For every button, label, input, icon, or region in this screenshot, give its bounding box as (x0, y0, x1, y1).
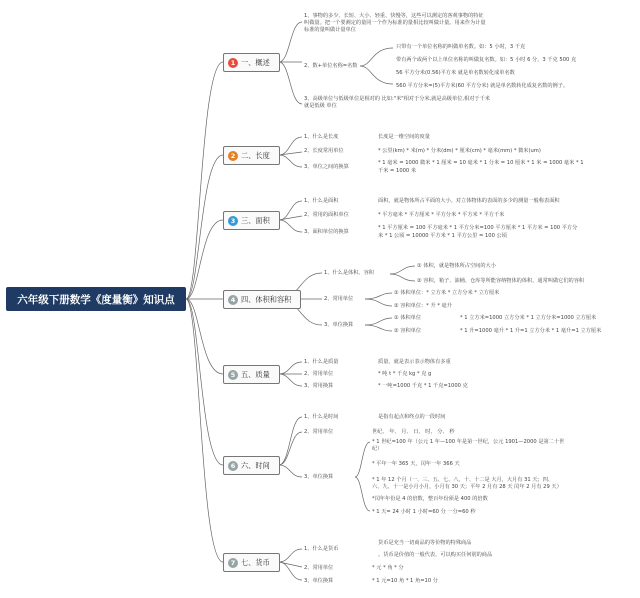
mass-q2: 2、常用单位 (304, 371, 334, 377)
currency-q1: 1、什么是货币 (304, 546, 339, 552)
overview-example-2: 560 平方分米=(5)平方米(60 平方分米) 就是单名数转化成复名数的例子。 (396, 83, 569, 89)
area-a1: 面积，就是物体所占平面的大小。对立体物体的表面的多少的测量一般称表面积 (378, 198, 560, 204)
area-q1: 1、什么是面积 (304, 198, 339, 204)
volume-a3-1-detail: * 1 立方米=1000 立方分米 * 1 立方分米=1000 立方厘米 (460, 315, 597, 321)
overview-text-5: 就是低级 单位 (304, 103, 337, 109)
mass-a1: 质量，就是表示表示物体有多重 (378, 359, 451, 365)
time-a2: 世纪、 年、 月、 日、 时、 分、 秒 (372, 429, 455, 435)
length-q1: 1、什么是长度 (304, 134, 339, 140)
currency-a3: * 1 元=10 角 * 1 角=10 分 (372, 578, 438, 584)
area-a2: * 平方毫米 * 平方厘米 * 平方分米 * 平方米 * 平方千米 (378, 212, 505, 218)
currency-q3: 3、单位换算 (304, 578, 334, 584)
section-label: 二、长度 (241, 150, 270, 160)
overview-text-1: 1、事物的多少、长短、大小、轻重、快慢等，这些可以测定的客观事物的特征 (304, 13, 484, 19)
volume-q2: 2、常用单位 (324, 296, 354, 302)
section-node-overview[interactable] (223, 53, 280, 72)
volume-a1-1: ① 体积，就是物体所占空间的大小 (417, 263, 496, 269)
overview-example-1: 56 平方分米(0.56)平方米 就是单名数转化成单名数 (396, 70, 515, 76)
section-node-mass[interactable] (223, 365, 280, 384)
volume-a3-2: ② 容积单位 (394, 328, 422, 334)
time-q1: 1、什么是时间 (304, 414, 339, 420)
currency-q2: 2、常用单位 (304, 565, 334, 571)
length-q2: 2、长度常用单位 (304, 148, 344, 154)
overview-single-name: 只带有一个单位名称的叫做单名数。如：5 小时，3 千克 (396, 44, 526, 50)
overview-text-2: 叫做量。把一个要测定的量同一个作为标准的量相比较叫做计量。用来作为计量 (304, 20, 486, 26)
area-a3-line1: * 1 平方厘米 = 100 平方毫米 * 1 平方分米=100 平方厘米 * 1 平方米 = 100 平方分 (378, 225, 578, 231)
volume-a3-1: ① 体积单位 (394, 315, 422, 321)
time-a3-year: * 平年一年 365 天，闰年一年 366 天 (372, 461, 460, 467)
mass-a3: * 一吨=1000 千克 * 1 千克=1000 克 (378, 383, 468, 389)
currency-a1-1: 货币是充当一切商品的等价物的特殊商品 (378, 540, 472, 546)
overview-named-number: 2、数+单位名称=名数 (304, 63, 358, 69)
volume-q3: 3、单位换算 (324, 322, 354, 328)
section-label: 一、概述 (241, 57, 270, 67)
volume-a1-2: ② 容积，箱子、油桶、仓库等所能容纳物体的体积，通常叫做它们的容积 (417, 278, 585, 284)
root-node[interactable] (6, 287, 186, 311)
time-a3-century: * 1 世纪=100 年（公元 1 年—100 年是第一世纪，公元 1901—2000 是第二十世 (372, 439, 565, 445)
time-a1: 是指有起点和终点的一段时间 (378, 414, 446, 420)
section-node-length[interactable] (223, 146, 280, 165)
section-node-time[interactable] (223, 456, 280, 475)
section-node-volume[interactable] (223, 290, 301, 309)
area-q2: 2、常用的面积单位 (304, 212, 349, 218)
currency-a2: * 元 * 角 * 分 (372, 565, 404, 571)
number-badge-icon: 6 (228, 461, 238, 471)
mass-a2: * 吨 t * 千克 kg * 克 g (378, 371, 432, 377)
length-a3-line2: 千米 = 1000 米 (378, 168, 417, 174)
time-a3-century-2: 纪） (372, 446, 383, 452)
section-node-area[interactable] (223, 211, 280, 230)
number-badge-icon: 3 (228, 216, 238, 226)
mass-q1: 1、什么是质量 (304, 359, 339, 365)
area-a3-line2: 米 * 1 公顷 = 10000 平方米 * 1 平方公里 = 100 公顷 (378, 233, 507, 239)
time-a3-leap: *闰年年份是 4 的倍数，整百年份须是 400 的倍数 (372, 496, 488, 502)
overview-compound-name: 带有两个或两个以上单位名称的叫做复名数。如：5 小时 6 分，3 千克 500 克 (396, 57, 577, 63)
section-label: 三、面积 (241, 215, 270, 225)
area-q3: 3、面积单位的换算 (304, 229, 349, 235)
section-label: 七、货币 (241, 557, 270, 567)
volume-a2-2: ② 容积单位：* 升 * 毫升 (394, 303, 452, 309)
time-q2: 2、常用单位 (304, 429, 334, 435)
number-badge-icon: 4 (228, 295, 238, 305)
time-a3-months-1: * 1 年 12 个月（一、三、五、七、八、十、十二是 大月，大月有 31 天；四、 (372, 477, 554, 483)
mass-q3: 3、常用换算 (304, 383, 334, 389)
section-label: 六、时间 (241, 460, 270, 470)
currency-a1-2: 。货币是价值的一般代表，可以购买任何别的商品 (378, 552, 493, 558)
time-a3-months-2: 六、九、十一是小月小月，小月有 30 天；平年 2 月有 28 天 闰年 2 月有 29 天） (372, 484, 562, 490)
overview-text-3: 标准的量叫做计量单位 (304, 27, 356, 33)
volume-a3-2-detail: * 1 升=1000 毫升 * 1 升=1 立方分米 * 1 毫升=1 立方厘米 (460, 328, 602, 334)
section-node-currency[interactable] (223, 553, 280, 572)
root-title: 六年级下册数学《度量衡》知识点 (17, 293, 175, 306)
overview-text-4: 3、高级单位与低级单位是相对的 比如:"米"相对于分米,就是高级单位,相对于千米 (304, 96, 490, 102)
time-a3-day: * 1 天= 24 小时 1 小时=60 分 一分=60 秒 (372, 509, 476, 515)
section-label: 四、体积和容积 (241, 294, 292, 304)
number-badge-icon: 7 (228, 558, 238, 568)
length-a2: * 公里(km) * 米(m) * 分米(dm) * 厘米(cm) * 毫米(mm) * 微米(um) (378, 148, 541, 154)
number-badge-icon: 1 (228, 58, 238, 68)
length-q3: 3、单位之间的换算 (304, 164, 349, 170)
number-badge-icon: 5 (228, 370, 238, 380)
volume-a2-1: ① 体积单位：* 立方米 * 立方分米 * 立方厘米 (394, 290, 500, 296)
volume-q1: 1、什么是体积、容积 (324, 270, 374, 276)
time-q3: 3、单位换算 (304, 474, 334, 480)
length-a3-line1: * 1 毫米 = 1000 微米 * 1 厘米 = 10 毫米 * 1 分米 = 10 厘米 * 1 米 = 1000 毫米 * 1 (378, 160, 584, 166)
section-label: 五、质量 (241, 369, 270, 379)
length-a1: 长度是一维空间的度量 (378, 134, 430, 140)
number-badge-icon: 2 (228, 151, 238, 161)
